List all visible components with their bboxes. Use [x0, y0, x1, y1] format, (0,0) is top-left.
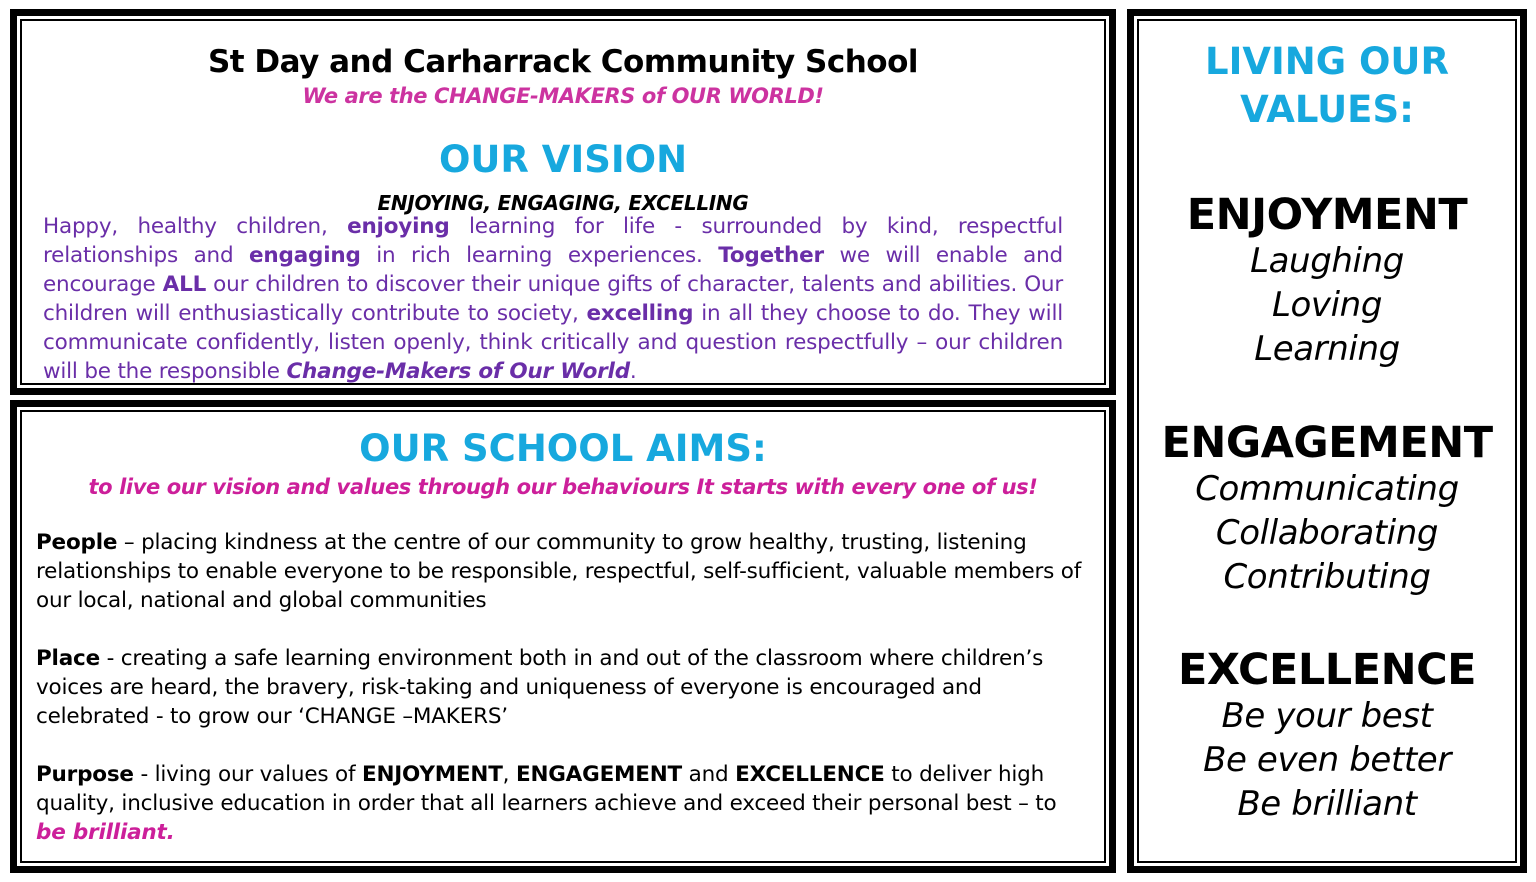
aim-purpose — [36, 760, 1085, 847]
vision-keyword: engaging — [249, 243, 361, 268]
aim-brilliant: be brilliant. — [36, 820, 175, 845]
vision-text-segment: our children to discover their unique gifts of character, talents and abilities. Our children will enthusiastically contribute to society, — [43, 272, 1063, 326]
value-item: Loving — [1271, 285, 1383, 325]
vision-title: OUR VISION — [438, 138, 688, 181]
aim-label: Purpose — [36, 762, 134, 787]
vision-keyword: Together — [718, 243, 824, 268]
value-enjoyment — [1134, 191, 1520, 371]
value-excellence — [1134, 646, 1520, 826]
school-motto: We are the CHANGE-MAKERS of OUR WORLD! — [302, 84, 824, 108]
aims-subtitle: to live our vision and values through our behaviours It starts with every one of us! — [88, 475, 1038, 499]
aims-panel — [10, 400, 1116, 873]
value-item: Communicating — [1195, 469, 1459, 509]
vision-panel — [10, 9, 1116, 395]
value-item: Learning — [1254, 329, 1400, 369]
aim-label: People — [36, 530, 118, 555]
aim-value-keyword: EXCELLENCE — [735, 762, 885, 787]
aim-people — [36, 528, 1085, 615]
vision-text-segment: we will enable and encourage — [43, 243, 1063, 297]
value-heading: ENGAGEMENT — [1161, 418, 1493, 468]
value-item: Laughing — [1250, 241, 1404, 281]
value-item: Be brilliant — [1237, 784, 1417, 824]
aim-text: - creating a safe learning environment both in and out of the classroom where children’s voices are heard, the bravery, risk-taking and uniqueness of everyone is encouraged and celebrated - to grow our ‘CHANGE –MAKERS’ — [36, 646, 1044, 729]
vision-subtitle: ENJOYING, ENGAGING, EXCELLING — [377, 191, 749, 215]
aim-label: Place — [36, 646, 100, 671]
value-item: Be even better — [1203, 740, 1451, 780]
vision-statement — [43, 212, 1063, 386]
vision-change-makers: Change-Makers of Our World — [286, 359, 630, 384]
aims-title: OUR SCHOOL AIMS: — [359, 427, 767, 470]
value-heading: EXCELLENCE — [1177, 645, 1476, 695]
aim-value-keyword: ENJOYMENT — [361, 762, 503, 787]
value-engagement — [1134, 419, 1520, 599]
vision-text-segment: learning for life - surrounded by kind, respectful relationships and — [43, 214, 1063, 268]
values-panel — [1127, 9, 1527, 873]
aim-text: to deliver high quality, inclusive education in order that all learners achieve and exceed their personal best – to — [36, 762, 1057, 816]
vision-keyword: excelling — [586, 301, 694, 326]
school-name: St Day and Carharrack Community School — [207, 44, 919, 80]
aim-text: – placing kindness at the centre of our community to grow healthy, trusting, listening relationships to enable everyone to be responsible, respectful, self-sufficient, valuable members of our local, national and global communities — [36, 530, 1082, 613]
values-title — [1134, 38, 1520, 134]
value-item: Be your best — [1221, 696, 1433, 736]
aim-text: and — [682, 762, 736, 787]
values-title-line: VALUES: — [1240, 88, 1414, 131]
vision-text-segment: in all they choose to do. They will communicate confidently, listen openly, think critically and question respectfully – our children will be the responsible — [43, 301, 1063, 384]
value-item: Collaborating — [1215, 513, 1439, 553]
value-heading: ENJOYMENT — [1186, 190, 1468, 240]
vision-keyword: ALL — [162, 272, 207, 297]
vision-text-segment: Happy, healthy children, — [43, 214, 348, 239]
aim-text: - living our values of — [133, 762, 362, 787]
aim-text: , — [502, 762, 516, 787]
values-title-line: LIVING OUR — [1205, 40, 1449, 83]
vision-text-segment: in rich learning experiences. — [360, 243, 719, 268]
aim-place — [36, 644, 1085, 731]
value-item: Contributing — [1223, 557, 1431, 597]
aim-value-keyword: ENGAGEMENT — [515, 762, 682, 787]
vision-text-segment: . — [629, 359, 637, 384]
vision-keyword: enjoying — [347, 214, 450, 239]
